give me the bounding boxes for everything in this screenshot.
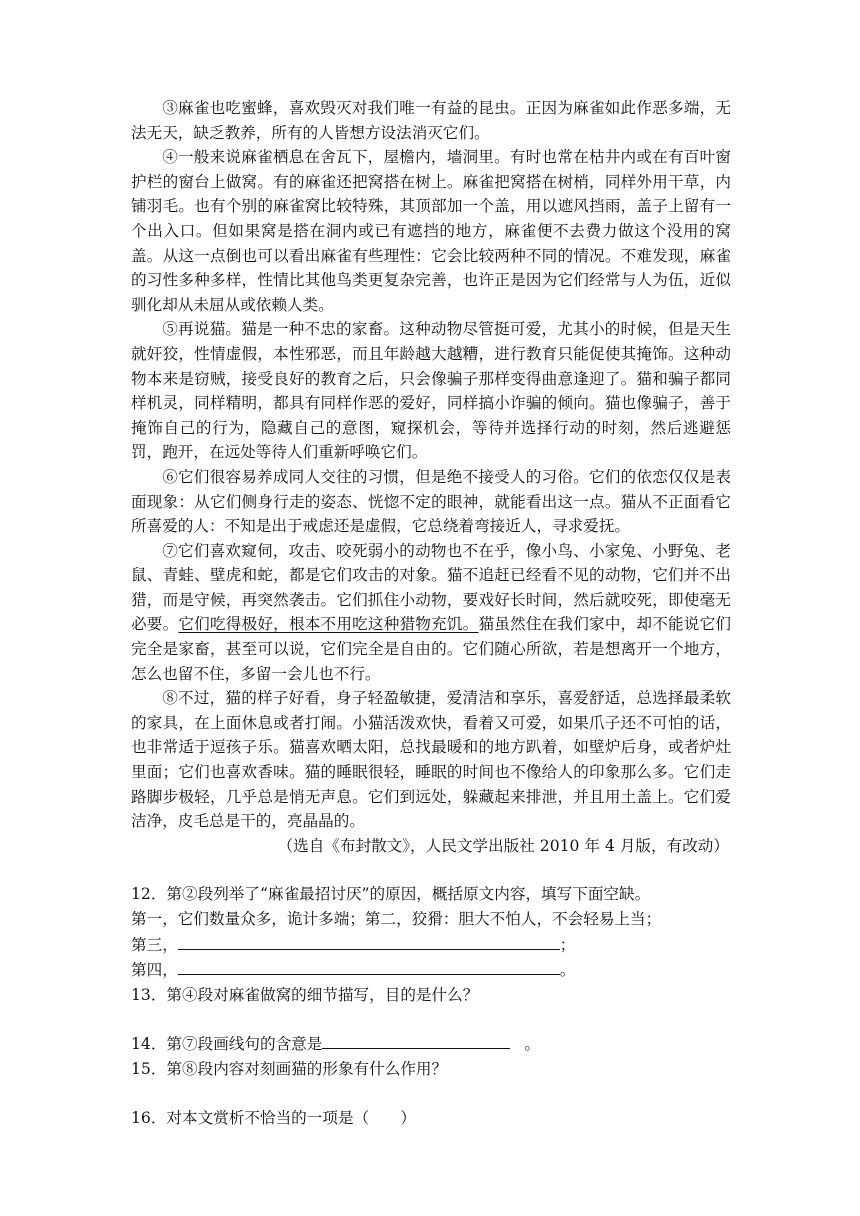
question-13: 13．第④段对麻雀做窝的细节描写，目的是什么？: [131, 985, 479, 1004]
question-16: 16．对本文赏析不恰当的一项是（ ）: [131, 1108, 416, 1127]
exam-page: [131, 96, 731, 1130]
fourth-end: 。: [559, 961, 576, 980]
question-12-fourth: [131, 957, 731, 983]
third-end: ；: [559, 935, 576, 954]
question-15: 15．第⑧段内容对刻画猫的形象有什么作用？: [131, 1059, 448, 1078]
paragraph-7: [131, 539, 731, 687]
questions-section: [131, 882, 731, 1130]
paragraph-5: ⑤再说猫。猫是一种不忠的家畜。这种动物尽管挺可爱，尤其小的时候，但是天生就奸狡，性情虚假，本性邪恶，而且年龄越大越糟，进行教育只能促使其掩饰。这种动物本来是窃贼，接受良好的教育之后，只会像骗子那样变得曲意逢迎了。猫和骗子都同样机灵，同样精明，都具有同样作恶的爱好，同样搞小诈骗的倾向。猫也像骗子，善于掩饰自己的行为，隐藏自己的意图，窥探机会，等待并选择行动的时刻，然后逃避惩罚，跑开，在远处等待人们重新呼唤它们。: [131, 320, 731, 462]
paragraph-8: ⑧不过，猫的样子好看，身子轻盈敏捷，爱清洁和享乐，喜爱舒适，总选择最柔软的家具，在上面休息或者打闹。小猫活泼欢快，看着又可爱，如果爪子还不可怕的话，也非常适于逗孩子乐。猫喜欢晒太阳，总找最暖和的地方趴着，如壁炉后身，或者炉灶里面；它们也喜欢香味。猫的睡眠很轻，睡眠的时间也不像给人的印象那么多。它们走路脚步极轻，几乎总是悄无声息。它们到远处，躲藏起来排泄，并且用土盖上。它们爱洁净，皮毛总是干的，亮晶晶的。: [131, 689, 731, 831]
answer-space-13[interactable]: [131, 1007, 731, 1031]
paragraph-7-text-before: ⑦它们喜欢窥伺，攻击、咬死弱小的动物也不在乎，像小鸟、小家兔、小野兔、老鼠、青蛙、壁虎和蛇，都是它们攻击的对象。猫不追赶已经看不见的动物，它们并不出猎，而是守候，再突然袭击。它们抓住小动物，要戏好长时间，然后就咬死，即使毫无必要。: [131, 541, 731, 634]
paragraph-4: ④一般来说麻雀栖息在舍瓦下，屋檐内，墙洞里。有时也常在枯井内或在有百叶窗护栏的窗台上做窝。有的麻雀还把窝搭在树上。麻雀把窝搭在树梢，同样外用干草，内铺羽毛。也有个别的麻雀窝比较特殊，其顶部加一个盖，用以遮风挡雨，盖子上留有一个出入口。但如果窝是搭在洞内或已有遮挡的地方，麻雀便不去费力做这个没用的窝盖。从这一点倒也可以看出麻雀有些理性：它会比较两种不同的情况。不难发现，麻雀的习性多种多样，性情比其他鸟类更复杂完善，也许正是因为它们经常与人为伍，近似驯化却从未屈从或依赖人类。: [131, 148, 731, 314]
paragraph-6: ⑥它们很容易养成同人交往的习惯，但是绝不接受人的习俗。它们的依恋仅仅是表面现象：从它们侧身行走的姿态、恍惚不定的眼神，就能看出这一点。猫从不正面看它所喜爱的人：不知是出于戒虑还是虚假，它总绕着弯接近人，寻求爱抚。: [131, 467, 731, 536]
answer-blank-fourth[interactable]: [178, 957, 560, 975]
answer-space-15[interactable]: [131, 1082, 731, 1106]
fourth-label: 第四，: [131, 961, 178, 980]
question-12-stem: 12．第②段列举了“麻雀最招讨厌”的原因，概括原文内容，填写下面空缺。: [131, 885, 651, 904]
question-14: [131, 1031, 731, 1057]
question-12-third: [131, 932, 731, 958]
question-14-label: 14．第⑦段画线句的含意是: [131, 1035, 323, 1054]
question-14-end: 。: [524, 1035, 540, 1054]
third-label: 第三，: [131, 935, 178, 954]
question-12-given: 第一，它们数量众多，诡计多端；第二，狡猾：胆大不怕人，不会轻易上当；: [131, 910, 662, 928]
answer-blank-third[interactable]: [178, 932, 560, 950]
underlined-sentence: 它们吃得极好，根本不用吃这种猎物充饥。: [178, 615, 479, 634]
source-citation: （选自《布封散文》，人民文学出版社 2010 年 4 月版，有改动）: [277, 836, 729, 855]
paragraph-7-text-after: 猫虽然住在我们家中，却不能说它们完全是家畜，甚至可以说，它们完全是自由的。它们随心所欲，若是想离开一个地方，怎么也留不住，多留一会儿也不行。: [131, 615, 731, 683]
paragraph-3: ③麻雀也吃蜜蜂，喜欢毁灭对我们唯一有益的昆虫。正因为麻雀如此作恶多端，无法无天，缺乏教养，所有的人皆想方设法消灭它们。: [131, 99, 731, 142]
answer-blank-14[interactable]: [322, 1031, 510, 1049]
